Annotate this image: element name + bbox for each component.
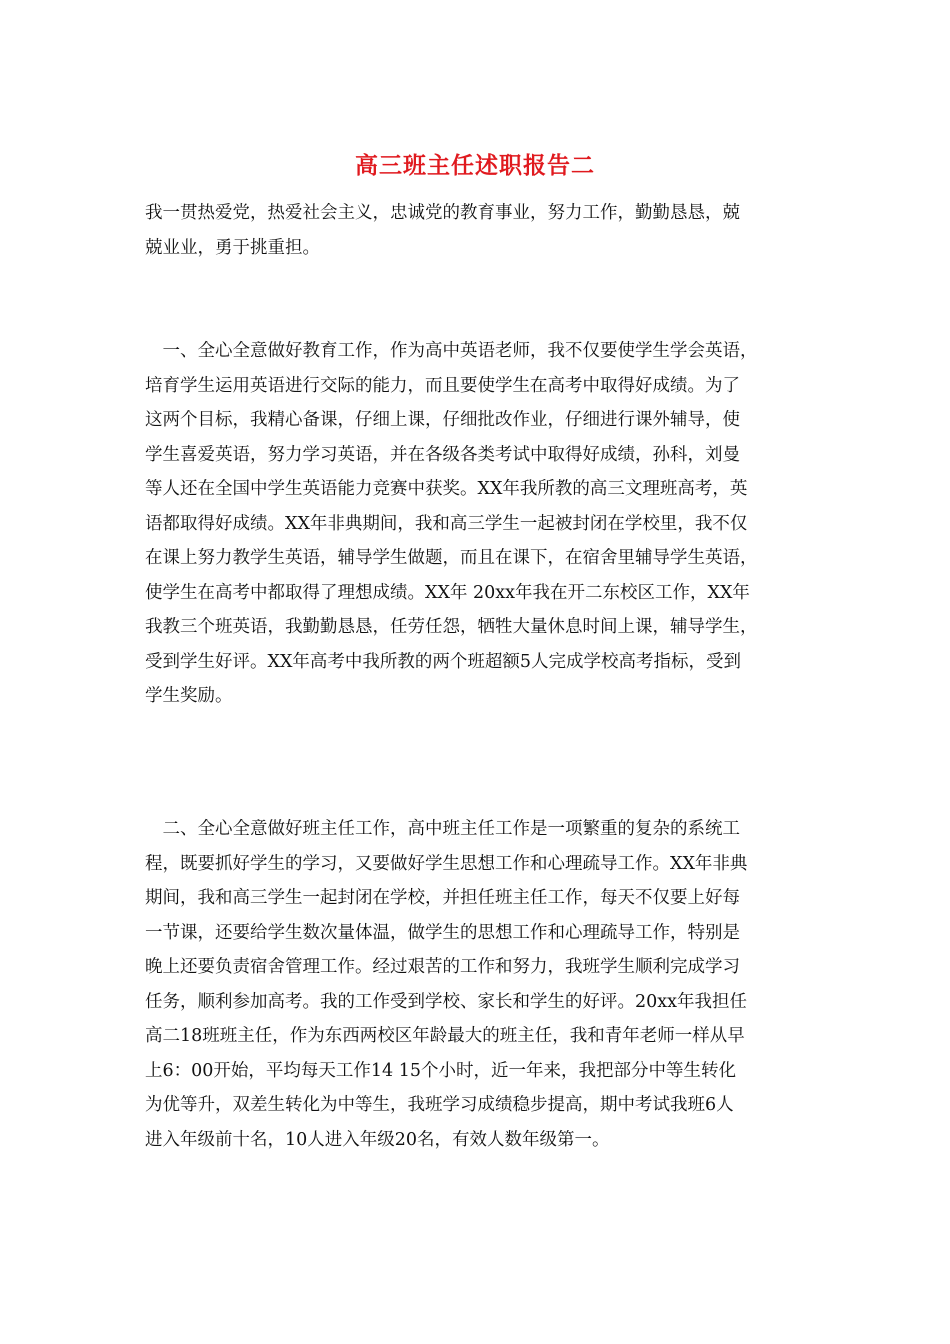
- document-title: 高三班主任述职报告二: [355, 152, 595, 179]
- paragraph-line: 学生喜爱英语，努力学习英语，并在各级各类考试中取得好成绩，孙科，刘曼: [145, 444, 740, 465]
- paragraph-line: 等人还在全国中学生英语能力竞赛中获奖。XX年我所教的高三文理班高考，英: [145, 479, 748, 499]
- paragraph-line: 受到学生好评。XX年高考中我所教的两个班超额5人完成学校高考指标，受到: [145, 651, 742, 672]
- paragraph-line: 程，既要抓好学生的学习，又要做好学生思想工作和心理疏导工作。XX年非典: [145, 853, 748, 874]
- paragraph-line: 一节课，还要给学生数次量体温，做学生的思想工作和心理疏导工作，特别是: [145, 922, 740, 943]
- paragraph-line: 进入年级前十名，10人进入年级20名，有效人数年级第一。: [145, 1129, 610, 1150]
- paragraph-intro: [145, 196, 810, 265]
- paragraph-line: 上6：00开始，平均每天工作14 15个小时，近一年来，我把部分中等生转化: [145, 1060, 736, 1081]
- paragraph-line: 晚上还要负责宿舍管理工作。经过艰苦的工作和努力，我班学生顺利完成学习: [145, 957, 740, 977]
- paragraph-line: 我一贯热爱党，热爱社会主义，忠诚党的教育事业，努力工作，勤勤恳恳，兢: [145, 203, 740, 223]
- paragraph-line: 一、全心全意做好教育工作，作为高中英语老师，我不仅要使学生学会英语，: [145, 341, 758, 361]
- paragraph-line: 在课上努力教学生英语，辅导学生做题，而且在课下，在宿舍里辅导学生英语，: [145, 548, 758, 568]
- paragraph-line: 二、全心全意做好班主任工作，高中班主任工作是一项繁重的复杂的系统工: [145, 819, 740, 839]
- paragraph-line: 任务，顺利参加高考。我的工作受到学校、家长和学生的好评。20xx年我担任: [145, 991, 748, 1012]
- paragraph-line: 我教三个班英语，我勤勤恳恳，任劳任怨，牺牲大量休息时间上课，辅导学生，: [145, 617, 758, 637]
- paragraph-line: 语都取得好成绩。XX年非典期间，我和高三学生一起被封闭在学校里，我不仅: [145, 513, 748, 534]
- paragraph-line: 为优等升，双差生转化为中等生，我班学习成绩稳步提高，期中考试我班6人: [145, 1095, 734, 1115]
- paragraph-line: 培育学生运用英语进行交际的能力，而且要使学生在高考中取得好成绩。为了: [145, 375, 740, 396]
- paragraph-line: 使学生在高考中都取得了理想成绩。XX年 20xx年我在开二东校区工作，XX年: [145, 582, 750, 603]
- paragraph-line: 兢业业，勇于挑重担。: [145, 237, 320, 258]
- paragraph-line: 期间，我和高三学生一起封闭在学校，并担任班主任工作，每天不仅要上好每: [145, 888, 740, 908]
- paragraph-line: 高二18班班主任，作为东西两校区年龄最大的班主任，我和青年老师一样从早: [145, 1026, 745, 1046]
- paragraph-section-2: [145, 812, 810, 1157]
- paragraph-line: 这两个目标，我精心备课，仔细上课，仔细批改作业，仔细进行课外辅导，使: [145, 410, 740, 430]
- paragraph-line: 学生奖励。: [145, 686, 233, 706]
- paragraph-section-1: [145, 334, 810, 714]
